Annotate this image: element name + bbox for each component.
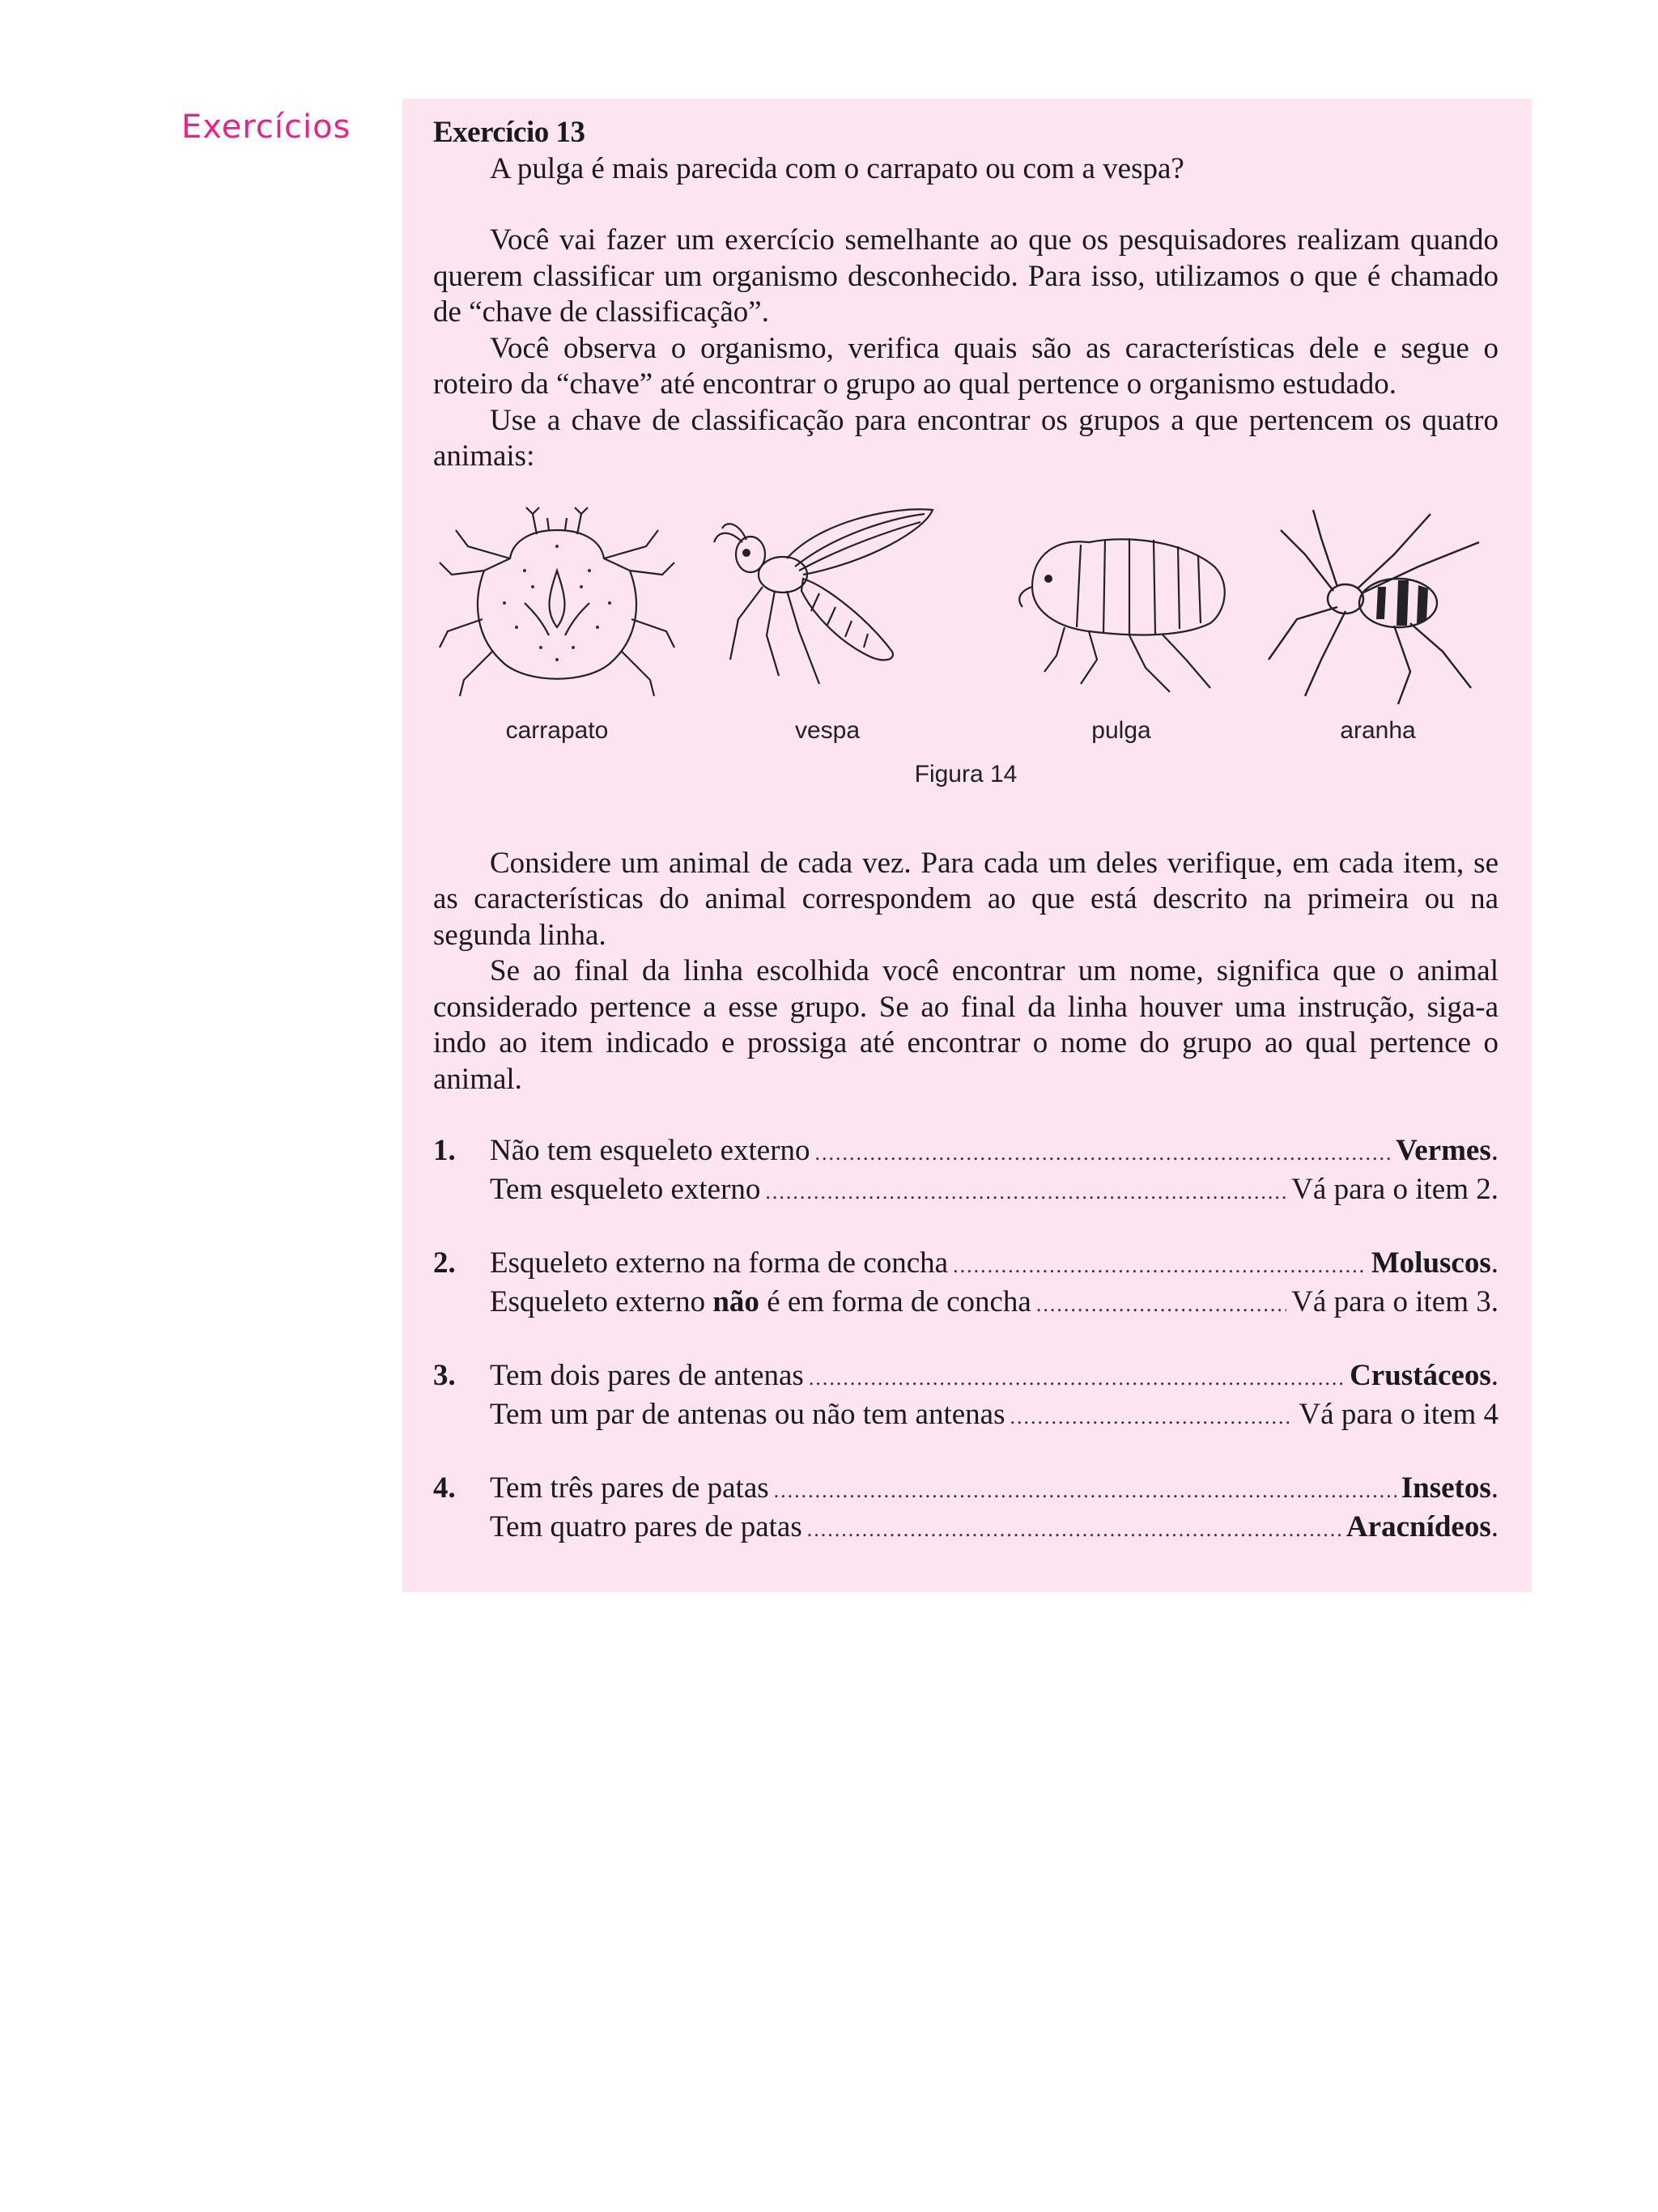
leader-dots: [1010, 1399, 1294, 1436]
key-line-end: .: [1490, 1246, 1499, 1280]
key-line-text: Tem esqueleto externo: [490, 1172, 761, 1206]
leader-dots: [815, 1136, 1391, 1172]
key-line-text: Tem dois pares de antenas: [490, 1359, 804, 1392]
key-line-text: Esqueleto externo não é em forma de concha: [490, 1284, 1031, 1318]
key-line: [433, 1246, 1499, 1284]
leader-dots: [765, 1174, 1286, 1211]
animal-caption: carrapato: [505, 716, 609, 744]
intro-paragraph: Use a chave de classificação para encontrar os grupos a que pertencem os quatro animais:: [433, 403, 1499, 473]
key-line-end: .: [1490, 1471, 1499, 1505]
intro-paragraph: Você observa o organismo, verifica quais são as características dele e segue o roteiro da “chave” até encontrar o grupo ao qual pertence o organismo estudado.: [433, 331, 1499, 401]
key-line-result: Moluscos: [1371, 1246, 1491, 1280]
key-line-result: Vá para o item 2.: [1291, 1172, 1499, 1206]
key-line-text: Não tem esqueleto externo: [490, 1134, 810, 1167]
leader-dots: [774, 1473, 1397, 1509]
key-item: [433, 1133, 1499, 1210]
key-line-end: .: [1490, 1509, 1499, 1543]
flea-illustration: [1000, 498, 1243, 708]
figure-animal: [706, 498, 949, 744]
key-line: [433, 1358, 1499, 1397]
animal-caption: pulga: [1091, 716, 1151, 744]
key-item: [433, 1358, 1499, 1435]
figure-animal: [1000, 498, 1243, 744]
key-item-number: 3.: [433, 1359, 456, 1392]
key-line-result: Vá para o item 3.: [1291, 1284, 1499, 1318]
section-title: Exercícios: [181, 108, 351, 146]
figure-animal: [1256, 498, 1499, 744]
key-line: [433, 1284, 1499, 1323]
key-item-number: 4.: [433, 1471, 456, 1505]
key-line: [433, 1133, 1499, 1172]
figure-animal: [436, 498, 678, 744]
key-line-end: .: [1490, 1134, 1499, 1167]
key-item-number: 2.: [433, 1246, 456, 1280]
key-line-text: Tem um par de antenas ou não tem antenas: [490, 1397, 1005, 1431]
animal-caption: vespa: [794, 716, 861, 744]
key-line-text: Esqueleto externo na forma de concha: [490, 1246, 949, 1280]
key-line: [433, 1172, 1499, 1211]
animal-caption: aranha: [1340, 716, 1416, 744]
leader-dots: [953, 1248, 1367, 1284]
key-line-result: Aracnídeos: [1346, 1509, 1491, 1543]
tick-illustration: [436, 498, 678, 708]
leader-dots: [1036, 1287, 1286, 1323]
wasp-illustration: [706, 498, 949, 708]
exercise-title: Exercício 13: [433, 116, 585, 149]
figure-caption: Figura 14: [914, 760, 1018, 788]
key-line-text: Tem quatro pares de patas: [490, 1509, 802, 1543]
instruction-paragraph: Considere um animal de cada vez. Para cada um deles verifique, em cada item, se as características do animal correspondem ao que está descrito na primeira ou na segunda linha.: [433, 846, 1499, 952]
key-line: [433, 1397, 1499, 1436]
key-item: [433, 1246, 1499, 1323]
key-line-end: .: [1490, 1359, 1499, 1392]
spider-illustration: [1256, 498, 1499, 708]
key-line-text: Tem três pares de patas: [490, 1471, 769, 1505]
instruction-paragraph: Se ao final da linha escolhida você encontrar um nome, significa que o animal considerado pertence a esse grupo. Se ao final da linha houver uma instrução, siga-a indo ao item indicado e prossiga até encontrar o nome do grupo ao qual pertence o animal.: [433, 954, 1499, 1096]
figure-14: [433, 498, 1499, 846]
exercise-content: [433, 115, 1499, 1583]
key-line-result: Insetos: [1401, 1471, 1491, 1505]
key-line-result: Crustáceos: [1350, 1359, 1491, 1392]
leader-dots: [807, 1512, 1341, 1548]
exercise-panel: [402, 99, 1532, 1592]
key-item-number: 1.: [433, 1134, 456, 1167]
key-line-result: Vermes: [1395, 1134, 1491, 1167]
key-line: [433, 1509, 1499, 1548]
key-line-result: Vá para o item 4: [1299, 1397, 1499, 1431]
leader-dots: [809, 1361, 1345, 1397]
exercise-question: A pulga é mais parecida com o carrapato ou com a vespa?: [490, 151, 1184, 185]
intro-paragraph: Você vai fazer um exercício semelhante ao que os pesquisadores realizam quando querem classificar um organismo desconhecido. Para isso, utilizamos o que é chamado de “chave de classificação”.: [433, 223, 1499, 329]
key-item: [433, 1471, 1499, 1548]
classification-key: [433, 1133, 1499, 1548]
key-line: [433, 1471, 1499, 1509]
